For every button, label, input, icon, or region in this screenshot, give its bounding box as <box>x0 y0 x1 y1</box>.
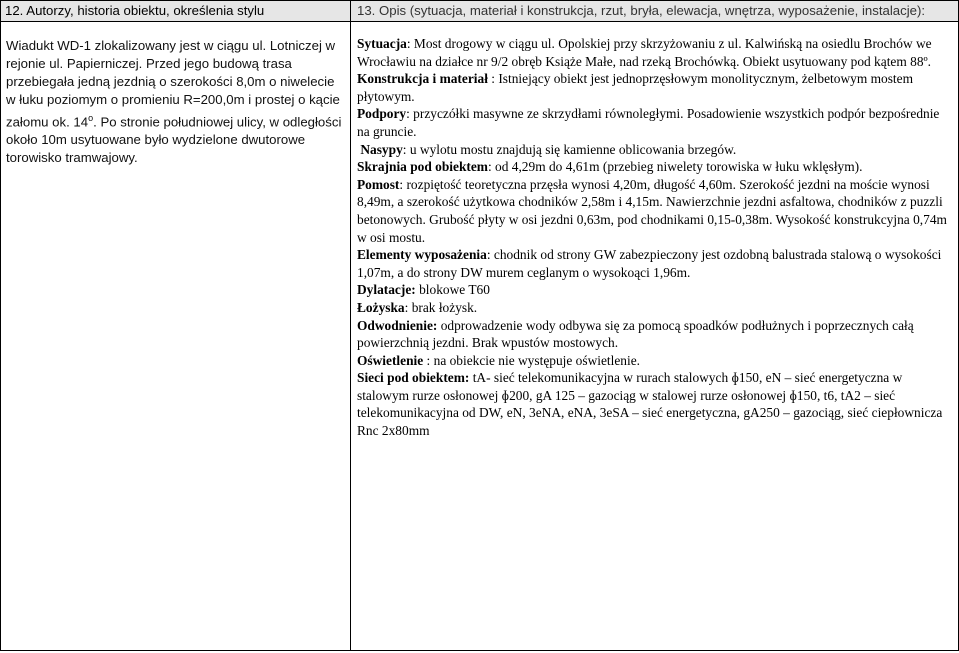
label-dylatacje: Dylatacje: <box>357 282 416 298</box>
text-odwodnienie: odprowadzenie wody odbywa się za pomocą spoadków podłużnych i poprzecznych całą powierzchnią jezdni. Brak wpustów mostowych. <box>357 317 914 351</box>
text-elementy: : chodnik od strony GW zabezpieczony jest ozdobną balustrada stalową o wysokości 1,07m, a do strony DW murem ceglanym o wysokoąci 1,96m. <box>357 247 942 280</box>
content-cell-right <box>351 22 959 651</box>
text-sytuacja: : Most drogowy w ciągu ul. Opolskiej przy skrzyżowaniu z ul. Kalwińską na osiedlu Brochów we Wrocławiu na działce nr 9/2 obręb Książe Małe, nad rzeką Brochówką. Obiekt usytuowany pod kątem 88º. <box>357 36 932 69</box>
header-cell-right <box>351 1 959 22</box>
para-odwodnienie <box>357 317 950 352</box>
text-pomost: : rozpiętość teoretyczna przęsła wynosi 4,20m, długość 4,60m. Szerokość jezdni na moście wynosi 8,49m, a szerokość użytkowa chodników 2,58m i 4,15m. Nawierzchnie jezdni asfaltowa, chodników z puzzli betonowych. Grubość płyty w osi jezdni 0,63m, pod chodnikami 0,15-0,38m. Wysokość konstrukcyjna 0,74m w osi mostu. <box>357 176 947 245</box>
para-podpory <box>357 105 950 140</box>
header-cell-left <box>1 1 351 22</box>
label-konstrukcja: Konstrukcja i materiał <box>357 71 488 87</box>
label-skrajnia: Skrajnia pod obiektem <box>357 159 488 175</box>
para-sytuacja <box>357 35 950 70</box>
para-lozyska <box>357 299 950 317</box>
label-podpory: Podpory <box>357 106 407 122</box>
history-text-part-b: . Po stronie południowej ulicy, w odległości około 10m usytuowane było wydzielone dwutorowe torowisko tramwajowy. <box>6 114 342 166</box>
para-oswietlenie <box>357 352 950 370</box>
para-konstrukcja <box>357 70 950 105</box>
text-lozyska: : brak łożysk. <box>404 299 478 315</box>
text-konstrukcja: : Istniejący obiekt jest jednoprzęsłowym monolitycznym, żelbetowym mostem płytowym. <box>357 71 913 104</box>
label-nasypy: Nasypy <box>360 141 403 157</box>
content-row <box>1 22 959 651</box>
label-oswietlenie: Oświetlenie <box>357 352 424 368</box>
para-elementy <box>357 246 950 281</box>
description-text <box>351 22 958 440</box>
label-sytuacja: Sytuacja <box>357 36 407 51</box>
label-lozyska: Łożyska <box>357 299 405 315</box>
para-nasypy <box>357 141 950 159</box>
text-podpory: : przyczółki masywne ze skrzydłami równoległymi. Posadowienie wszystkich podpór bezpośrednie na gruncie. <box>357 106 940 139</box>
label-sieci: Sieci pod obiektem: <box>357 370 470 386</box>
header-row <box>1 1 959 22</box>
para-sieci <box>357 369 950 439</box>
text-dylatacje: blokowe T60 <box>415 282 490 298</box>
section-12-title: 12. Autorzy, historia obiektu, określenia stylu <box>5 3 265 18</box>
history-text <box>1 22 350 167</box>
section-13-title: 13. Opis (sytuacja, materiał i konstrukcja, rzut, bryła, elewacja, wnętrza, wyposażenie, instalacje): <box>357 3 926 18</box>
text-nasypy: : u wylotu mostu znajdują się kamienne oblicowania brzegów. <box>402 141 737 157</box>
history-text-part-a: Wiadukt WD-1 zlokalizowany jest w ciągu ul. Lotniczej w rejonie ul. Papierniczej. Przed jego budową trasa przebiegała jedną jezdnią o szerokości 8,0m o niwelecie w łuku poziomym o promieniu R=200,0m i prostej o kącie załomu ok. 14 <box>6 38 340 130</box>
text-oswietlenie: : na obiekcie nie występuje oświetlenie. <box>423 352 640 368</box>
text-skrajnia: : od 4,29m do 4,61m (przebieg niwelety torowiska w łuku wklęsłym). <box>487 159 863 175</box>
label-elementy: Elementy wyposażenia <box>357 247 487 263</box>
text-sieci: tA- sieć telekomunikacyjna w rurach stalowych ɸ150, eN – sieć energetyczna w stalowym rurze osłonowej ɸ200, gA 125 – gazociąg w stalowej rurze osłonowej ɸ150, t6, tA2 – sieć telekomunikacyjna od DW, eN, 3eNA, eNA, 3eSA – sieć energetyczna, gA250 – gazociąg, sieć ciepłownicza Rnc 2x80mm <box>357 370 943 439</box>
para-skrajnia <box>357 158 950 176</box>
label-odwodnienie: Odwodnienie: <box>357 317 438 333</box>
label-pomost: Pomost <box>357 176 400 192</box>
content-cell-left <box>1 22 351 651</box>
degree-superscript: o <box>88 113 94 123</box>
para-dylatacje <box>357 281 950 299</box>
para-pomost <box>357 176 950 246</box>
